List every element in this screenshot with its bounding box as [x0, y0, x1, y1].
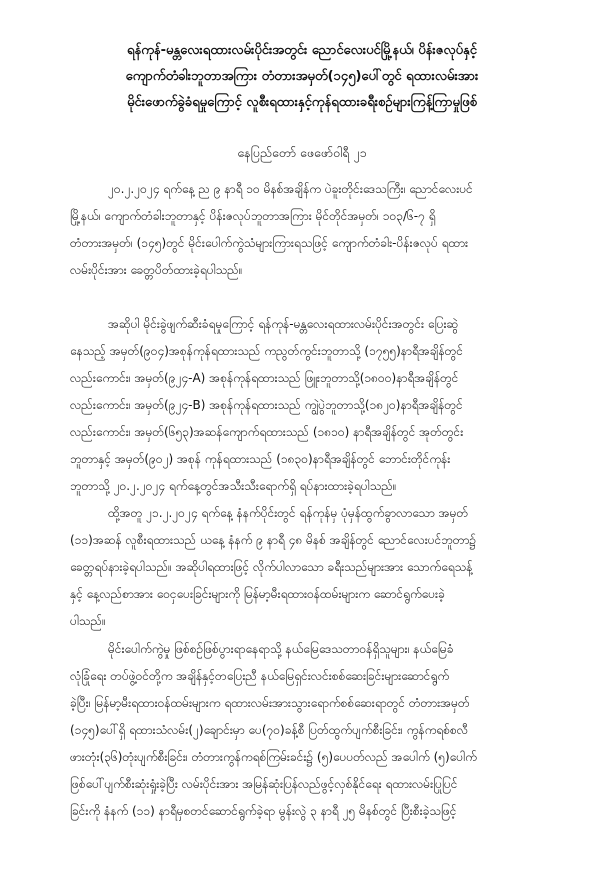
headline-line: ကျောက်တံခါးဘူတာအကြား တံတားအမှတ်(၁၄၅)ပေါ်တွင် ရထားလမ်းအား [125, 69, 479, 84]
paragraph-line: (၁၁)အဆန် လူစီးရထားသည် ယနေ့ နံနက် ၉ နာရီ ၄၈ မိနစ် အချိန်တွင် ညောင်လေးပင်ဘူတာ၌ [70, 533, 477, 547]
paragraph-line: ထို့အတူ ၂၁.၂.၂၀၂၄ ရက်နေ့ နံနက်ပိုင်းတွင် ရန်ကုန်မှ ပုံမှန်ထွက်ခွာလာသော အမှတ် [108, 506, 469, 520]
paragraph-line: ခဲ့ပြီး၊ မြန်မာ့မီးရထားဝန်ထမ်းများက ရထားလမ်းအားသွားရောက်စစ်ဆေးရာတွင် တံတားအမှတ် [70, 696, 470, 710]
dateline: နေပြည်တော် ဖေဖော်ဝါရီ ၂၁ [237, 145, 367, 160]
paragraph-line: ခြင်းကို နံနက် (၁၁) နာရီမှစတင်ဆောင်ရွက်ခဲ့ရာ မွန်းလွဲ ၃ နာရီ ၂၅ မိနစ်တွင် ပြီးစီးခဲ့သဖြင့် [70, 804, 457, 818]
paragraph-train-delays [70, 311, 540, 500]
paragraph-line: လည်းကောင်း၊ အမှတ်(၆၅၃)အဆန်ကျောက်ရထားသည် (၁၈၁၀) နာရီအချိန်တွင် အုတ်တွင်း [70, 425, 464, 439]
headline-line: မိုင်းဖောက်ခွဲခံရမှုကြောင့် လူစီးရထားနှင့်ကုန်ရထားခရီးစဉ်များကြန့်ကြာမှုဖြစ် [127, 95, 477, 110]
paragraph-line: ဖားတုံး(၃၆)တုံးပျက်စီးခြင်း၊ တံတားကွန်ကရစ်ကြမ်းခင်း၌ (၅)ပေပတ်လည် အပေါက် (၅)ပေါက် [70, 750, 477, 764]
paragraph-line: ဖြစ်ပေါ်ပျက်စီးဆုံးရှုံးခဲ့ပြီး လမ်းပိုင်းအား အမြန်ဆုံးပြန်လည်ဖွင့်လှစ်နိုင်ရေး ရထားလမ်းပြုပြင် [70, 777, 458, 791]
paragraph-line: လည်းကောင်း၊ အမှတ်(၉၂၄-B) အစုန်ကုန်ရထားသည် ကျွဲပွဲဘူတာသို့(၁၈၂၀)နာရီအချိန်တွင် [70, 398, 463, 412]
paragraph-line: ဘူတာသို့ ၂၀.၂.၂၀၂၄ ရက်နေ့တွင်အသီးသီးရောက်ရှိ ရပ်နားထားခဲ့ရပါသည်။ [70, 479, 397, 493]
paragraph-line: လည်းကောင်း၊ အမှတ်(၉၂၄-A) အစုန်ကုန်ရထားသည် ဖြူးဘူတာသို့(၁၈၀၀)နာရီအချိန်တွင် [70, 371, 459, 385]
headline-line: ရန်ကုန်-မန္တလေးရထားလမ်းပိုင်းအတွင်း ညောင်လေးပင်မြို့နယ်၊ ပိန်းဇလုပ်နှင့် [127, 43, 477, 58]
paragraph-line: (၁၄၅)ပေါ်ရှိ ရထားသံလမ်း(၂)ချောင်းမှာ ပေ(၇၀)ခန့်စီ ပြတ်ထွက်ပျက်စီးခြင်း၊ ကွန်ကရစ်စလီ [70, 723, 468, 737]
paragraph-line: တံတားအမှတ်၊ (၁၄၅)တွင် မိုင်းပေါက်ကွဲသံများကြားရသဖြင့် ကျောက်တံခါး-ပိန်းဇလုပ် ရထား [70, 236, 469, 250]
paragraph-line: မြို့နယ်၊ ကျောက်တံခါးဘူတာနှင့် ပိန်းဇလုပ်ဘူတာအကြား မိုင်တိုင်အမှတ်၊ ၁၀၃/၆-၇ ရှိ [70, 209, 436, 223]
headline [60, 38, 544, 116]
paragraph-repairs [70, 636, 540, 825]
paragraph-passenger-train [70, 500, 540, 635]
paragraph-line: နှင့် နေ့လည်စာအား ဝေငှပေးခြင်းများကို မြန်မာ့မီးရထားဝန်ထမ်းများက ဆောင်ရွက်ပေးခဲ့ [70, 587, 445, 601]
paragraph-line: လုံခြုံရေး တပ်ဖွဲ့ဝင်တို့က အချိန်နှင့်တပြေးညီ နယ်မြေရှင်းလင်းစစ်ဆေးခြင်းများဆောင်ရွက် [70, 669, 450, 683]
paragraph-line: မိုင်းပေါက်ကွဲမှု ဖြစ်စဉ်ဖြစ်ပွားရာနေရာသို့ နယ်မြေဒေသတာဝန်ရှိသူများ၊ နယ်မြေခံ [108, 642, 454, 656]
paragraph-line: လမ်းပိုင်းအား ခေတ္တပိတ်ထားခဲ့ရပါသည်။ [70, 263, 243, 277]
paragraph-line: အဆိုပါ မိုင်းခွဲဖျက်ဆီးခံရမှုကြောင့် ရန်ကုန်-မန္တလေးရထားလမ်းပိုင်းအတွင်း ပြေးဆွဲ [108, 317, 459, 331]
paragraph-line: နေသည့် အမှတ်(၉၀၄)အစုန်ကုန်ရထားသည် ကညွတ်ကွင်းဘူတာသို့ (၁၇၅၅)နာရီအချိန်တွင် [70, 344, 464, 358]
paragraph-line: ပါသည်။ [70, 614, 106, 628]
paragraph-incident [70, 176, 540, 284]
paragraph-line: ခေတ္တရပ်နားခဲ့ရပါသည်။ အဆိုပါရထားဖြင့် လိုက်ပါလာသော ခရီးသည်များအား သောက်ရေသန့် [70, 560, 473, 574]
paragraph-line: ဘူတာနှင့် အမှတ်(၉၀၂) အစုန် ကုန်ရထားသည် (၁၈၃၀)နာရီအချိန်တွင် ဘောင်းတိုင်ကုန်း [70, 452, 451, 466]
paragraph-line: ၂၀.၂.၂၀၂၄ ရက်နေ့ ည ၉ နာရီ ၁၀ မိနစ်အချိန်က ပဲခူးတိုင်းဒေသကြီး၊ ညောင်လေးပင် [108, 182, 473, 196]
